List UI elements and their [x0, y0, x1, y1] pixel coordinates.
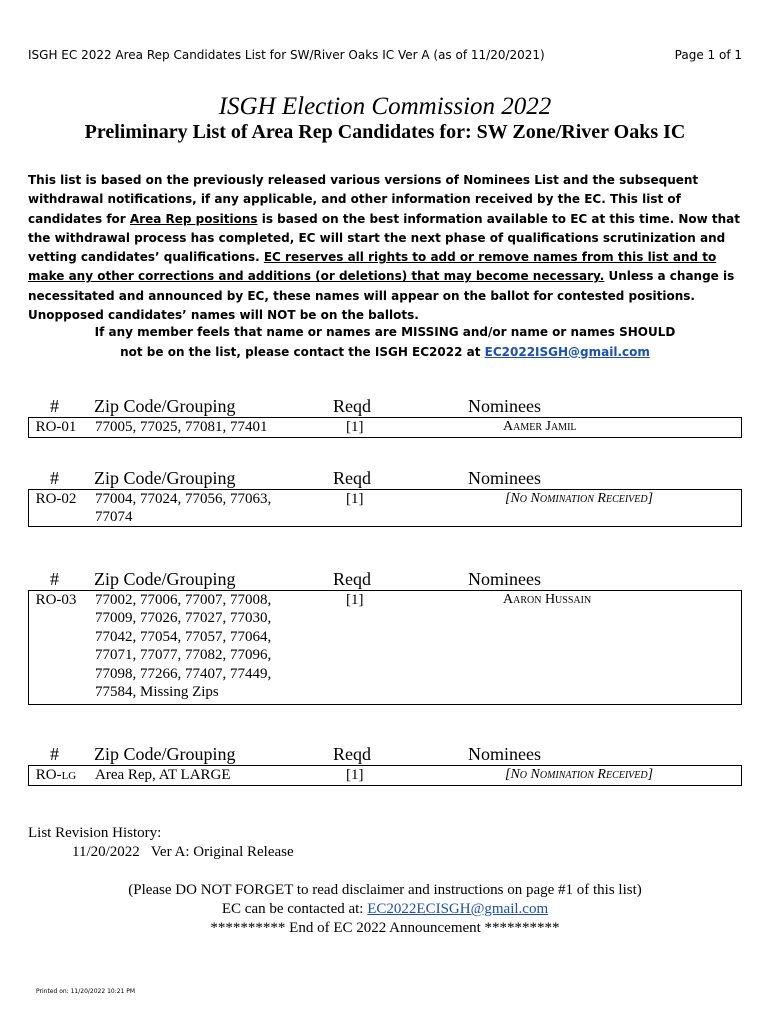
candidate-row	[28, 765, 742, 786]
closing-block	[0, 881, 770, 938]
zip-codes: Area Rep, AT LARGE	[95, 767, 231, 783]
header-nominees: Nominees	[468, 569, 541, 589]
table-header-row	[0, 396, 770, 418]
closing-contact-text: EC can be contacted at:	[221, 901, 368, 917]
contact-email-link[interactable]: EC2022ISGH@gmail.com	[484, 344, 650, 359]
candidate-row	[28, 590, 742, 705]
candidate-row	[28, 489, 742, 527]
reqd-count: [1]	[346, 767, 364, 783]
intro-text-1: This list is based on the previously released various versions of Nominees List and the subsequent withdrawal notifications, if any applicable, and other information received by the EC. This list of candidates for	[28, 173, 699, 226]
revision-history-label: List Revision History:	[28, 825, 162, 841]
area-id: RO-01	[35, 419, 77, 435]
closing-contact	[0, 900, 770, 919]
page-header-title: ISGH EC 2022 Area Rep Candidates List for SW/River Oaks IC Ver A (as of 11/20/2021)	[28, 48, 545, 62]
header-reqd: Reqd	[333, 396, 371, 416]
header-zip: Zip Code/Grouping	[94, 468, 236, 488]
header-num: #	[50, 569, 59, 589]
candidate-row	[28, 417, 742, 438]
header-reqd: Reqd	[333, 569, 371, 589]
area-id: RO-lg	[35, 767, 77, 783]
header-num: #	[50, 468, 59, 488]
area-id: RO-02	[35, 491, 77, 507]
closing-end-line: ********** End of EC 2022 Announcement **********	[210, 920, 560, 936]
zip-codes: 77005, 77025, 77081, 77401	[95, 419, 268, 435]
document-subtitle: Preliminary List of Area Rep Candidates for: SW Zone/River Oaks IC	[84, 121, 686, 143]
header-num: #	[50, 744, 59, 764]
nominee-name: Aaron Hussain	[503, 592, 592, 607]
intro-paragraph	[28, 171, 744, 325]
printed-on-footer: Printed on: 11/20/2022 10:21 PM	[36, 988, 136, 995]
intro-underline-rights: EC reserves all rights to add or remove names from this list and to make any other corrections and additions (or deletions) that may become necessary.	[28, 250, 717, 284]
zip-codes: 77004, 77024, 77056, 77063, 77074	[95, 491, 272, 526]
nominee-none: [No Nomination Received]	[505, 767, 654, 782]
header-nominees: Nominees	[468, 468, 541, 488]
document-title: ISGH Election Commission 2022	[218, 93, 552, 120]
closing-email-link[interactable]: EC2022ECISGH@gmail.com	[367, 901, 549, 917]
closing-reminder: (Please DO NOT FORGET to read disclaimer and instructions on page #1 of this list)	[128, 882, 642, 898]
table-header-row	[0, 744, 770, 766]
contact-note-line2	[0, 343, 770, 363]
nominee-none: [No Nomination Received]	[505, 491, 654, 506]
header-nominees: Nominees	[468, 744, 541, 764]
area-id: RO-03	[35, 592, 77, 608]
contact-note-line1: If any member feels that name or names are MISSING and/or name or names SHOULD	[94, 325, 676, 339]
intro-text-3: Unless a change is necessitated and announced by EC, these names will appear on the ballot for contested positions. Unopposed candidates’ names will NOT be on the ballots.	[28, 269, 735, 323]
reqd-count: [1]	[346, 419, 364, 435]
reqd-count: [1]	[346, 491, 364, 507]
header-zip: Zip Code/Grouping	[94, 744, 236, 764]
header-num: #	[50, 396, 59, 416]
header-zip: Zip Code/Grouping	[94, 569, 236, 589]
page-number: Page 1 of 1	[674, 48, 742, 62]
header-nominees: Nominees	[468, 396, 541, 416]
table-header-row	[0, 468, 770, 490]
contact-note-text: not be on the list, please contact the ISGH EC2022 at	[120, 344, 485, 359]
revision-history-entry: 11/20/2022 Ver A: Original Release	[72, 844, 294, 860]
reqd-count: [1]	[346, 592, 364, 608]
contact-note	[0, 323, 770, 362]
table-header-row	[0, 569, 770, 591]
intro-underline-area-rep: Area Rep positions	[129, 211, 258, 226]
zip-codes: 77002, 77006, 77007, 77008, 77009, 77026, 77027, 77030, 77042, 77054, 77057, 77064, 77071, 77077, 77082, 77096, 77098, 77266, 77407, 77449, 77584, Missing Zips	[95, 592, 272, 701]
header-zip: Zip Code/Grouping	[94, 396, 236, 416]
header-reqd: Reqd	[333, 744, 371, 764]
header-reqd: Reqd	[333, 468, 371, 488]
nominee-name: Aamer Jamil	[503, 419, 577, 434]
intro-text-2: is based on the best information available to EC at this time. Now that the withdrawal process has completed, EC will start the next phase of qualifications scrutinization and vetting candidates’ qualifications.	[28, 211, 741, 265]
